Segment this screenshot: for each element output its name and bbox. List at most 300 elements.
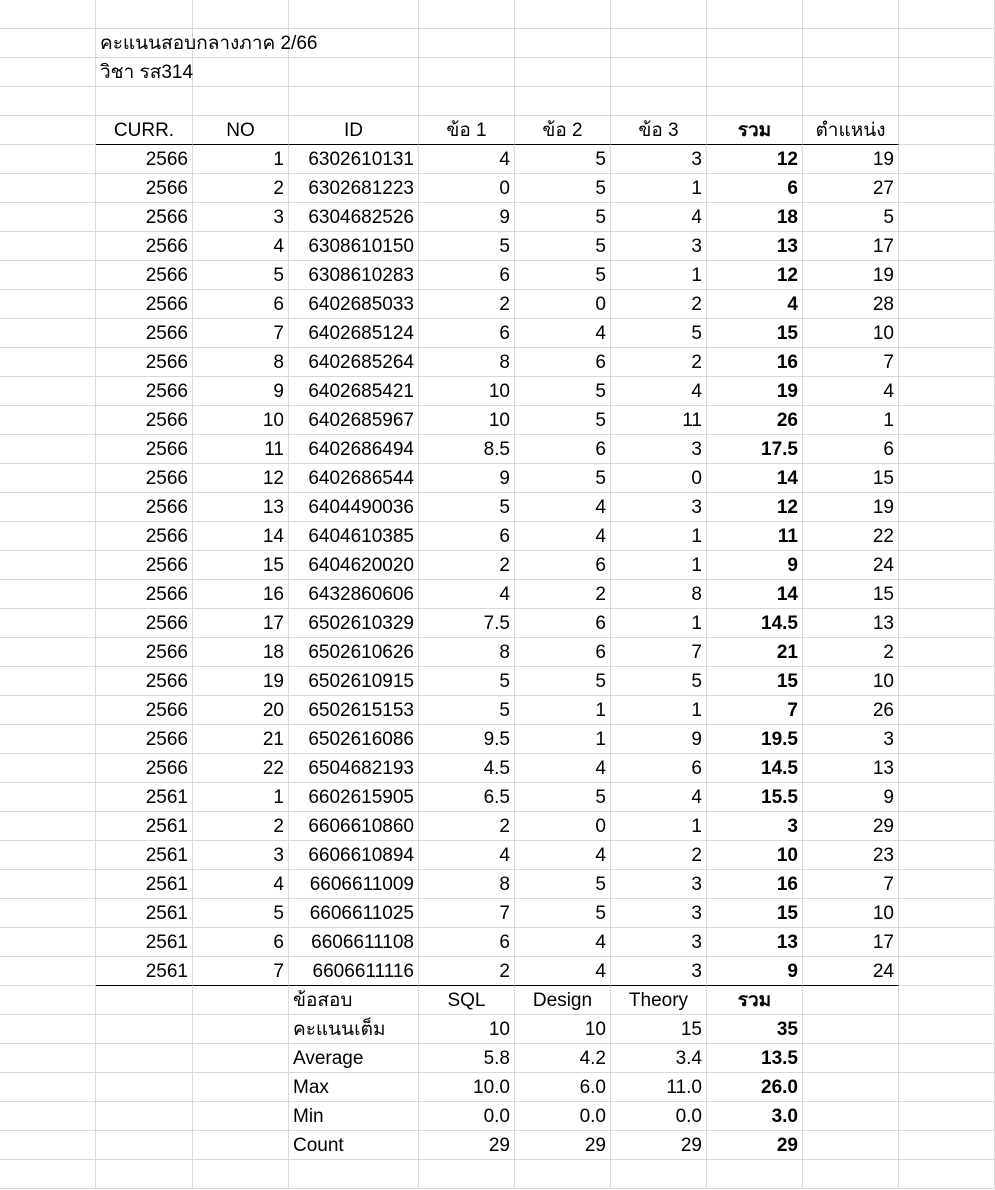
data-cell[interactable]: 6 — [515, 551, 611, 580]
data-cell[interactable]: 5 — [515, 145, 611, 174]
data-cell[interactable]: 7 — [193, 957, 289, 986]
data-cell[interactable]: 1 — [515, 725, 611, 754]
empty-cell[interactable] — [899, 87, 995, 116]
data-cell[interactable]: 4 — [419, 145, 515, 174]
data-cell[interactable]: 6304682526 — [289, 203, 419, 232]
data-cell[interactable]: 15 — [707, 319, 803, 348]
data-cell[interactable]: 6502610626 — [289, 638, 419, 667]
data-cell[interactable]: 6402685264 — [289, 348, 419, 377]
data-cell[interactable]: 17 — [803, 928, 899, 957]
empty-cell[interactable] — [899, 928, 995, 957]
data-cell[interactable]: 2561 — [96, 899, 193, 928]
data-cell[interactable]: 14 — [707, 464, 803, 493]
data-cell[interactable]: 6 — [515, 348, 611, 377]
data-cell[interactable]: 5 — [515, 377, 611, 406]
data-cell[interactable]: 6606610894 — [289, 841, 419, 870]
data-cell[interactable]: 5 — [515, 667, 611, 696]
data-cell[interactable]: 2566 — [96, 435, 193, 464]
empty-cell[interactable] — [899, 551, 995, 580]
column-header[interactable]: ID — [289, 116, 419, 145]
data-cell[interactable]: 2 — [611, 290, 707, 319]
empty-cell[interactable] — [0, 580, 96, 609]
summary-value[interactable]: 3.4 — [611, 1044, 707, 1073]
column-header[interactable]: ข้อ 3 — [611, 116, 707, 145]
empty-cell[interactable] — [515, 29, 611, 58]
data-cell[interactable]: 4 — [611, 203, 707, 232]
empty-cell[interactable] — [707, 29, 803, 58]
data-cell[interactable]: 3 — [193, 203, 289, 232]
empty-cell[interactable] — [0, 1044, 96, 1073]
empty-cell[interactable] — [899, 464, 995, 493]
empty-cell[interactable] — [0, 899, 96, 928]
data-cell[interactable]: 2566 — [96, 319, 193, 348]
data-cell[interactable]: 0 — [419, 174, 515, 203]
data-cell[interactable]: 1 — [611, 551, 707, 580]
empty-cell[interactable] — [193, 986, 289, 1015]
data-cell[interactable]: 2566 — [96, 377, 193, 406]
summary-value[interactable]: 0.0 — [515, 1102, 611, 1131]
summary-value[interactable]: 29 — [419, 1131, 515, 1160]
summary-label[interactable]: Max — [289, 1073, 419, 1102]
empty-cell[interactable] — [0, 725, 96, 754]
data-cell[interactable]: 4 — [515, 522, 611, 551]
summary-value[interactable]: 15 — [611, 1015, 707, 1044]
empty-cell[interactable] — [899, 290, 995, 319]
data-cell[interactable]: 1 — [611, 696, 707, 725]
data-cell[interactable]: 5 — [803, 203, 899, 232]
empty-cell[interactable] — [0, 696, 96, 725]
data-cell[interactable]: 4 — [515, 493, 611, 522]
data-cell[interactable]: 2566 — [96, 522, 193, 551]
summary-value[interactable]: 10 — [419, 1015, 515, 1044]
summary-value[interactable]: 13.5 — [707, 1044, 803, 1073]
data-cell[interactable]: 6404610385 — [289, 522, 419, 551]
data-cell[interactable]: 5 — [193, 261, 289, 290]
data-cell[interactable]: 4 — [419, 580, 515, 609]
data-cell[interactable]: 7 — [803, 348, 899, 377]
empty-cell[interactable] — [899, 638, 995, 667]
data-cell[interactable]: 6606611025 — [289, 899, 419, 928]
empty-cell[interactable] — [899, 58, 995, 87]
empty-cell[interactable] — [419, 87, 515, 116]
empty-cell[interactable] — [0, 754, 96, 783]
summary-header-cell[interactable]: ข้อสอบ — [289, 986, 419, 1015]
data-cell[interactable]: 3 — [611, 957, 707, 986]
data-cell[interactable]: 4 — [707, 290, 803, 319]
data-cell[interactable]: 6404620020 — [289, 551, 419, 580]
empty-cell[interactable] — [899, 116, 995, 145]
empty-cell[interactable] — [707, 87, 803, 116]
empty-cell[interactable] — [899, 783, 995, 812]
data-cell[interactable]: 6 — [419, 928, 515, 957]
empty-cell[interactable] — [193, 58, 289, 87]
data-cell[interactable]: 5 — [611, 667, 707, 696]
data-cell[interactable]: 6 — [803, 435, 899, 464]
data-cell[interactable]: 3 — [611, 232, 707, 261]
empty-cell[interactable] — [193, 1160, 289, 1189]
data-cell[interactable]: 9 — [419, 464, 515, 493]
empty-cell[interactable] — [0, 812, 96, 841]
data-cell[interactable]: 17 — [193, 609, 289, 638]
data-cell[interactable]: 0 — [611, 464, 707, 493]
data-cell[interactable]: 4 — [419, 841, 515, 870]
data-cell[interactable]: 2 — [515, 580, 611, 609]
empty-cell[interactable] — [0, 145, 96, 174]
data-cell[interactable]: 4 — [611, 783, 707, 812]
data-cell[interactable]: 2566 — [96, 290, 193, 319]
empty-cell[interactable] — [0, 261, 96, 290]
data-cell[interactable]: 6402686544 — [289, 464, 419, 493]
data-cell[interactable]: 5 — [515, 870, 611, 899]
data-cell[interactable]: 1 — [611, 609, 707, 638]
data-cell[interactable]: 28 — [803, 290, 899, 319]
empty-cell[interactable] — [899, 841, 995, 870]
data-cell[interactable]: 6402686494 — [289, 435, 419, 464]
data-cell[interactable]: 15 — [707, 667, 803, 696]
empty-cell[interactable] — [611, 58, 707, 87]
empty-cell[interactable] — [0, 29, 96, 58]
data-cell[interactable]: 6308610150 — [289, 232, 419, 261]
data-cell[interactable]: 3 — [193, 841, 289, 870]
data-cell[interactable]: 6606610860 — [289, 812, 419, 841]
data-cell[interactable]: 1 — [193, 783, 289, 812]
data-cell[interactable]: 2566 — [96, 203, 193, 232]
data-cell[interactable]: 14 — [707, 580, 803, 609]
data-cell[interactable]: 6 — [419, 522, 515, 551]
data-cell[interactable]: 16 — [707, 348, 803, 377]
empty-cell[interactable] — [96, 1015, 193, 1044]
empty-cell[interactable] — [0, 319, 96, 348]
data-cell[interactable]: 22 — [803, 522, 899, 551]
data-cell[interactable]: 6 — [419, 261, 515, 290]
empty-cell[interactable] — [0, 290, 96, 319]
empty-cell[interactable] — [0, 406, 96, 435]
data-cell[interactable]: 6302610131 — [289, 145, 419, 174]
data-cell[interactable]: 6 — [193, 290, 289, 319]
empty-cell[interactable] — [289, 1160, 419, 1189]
data-cell[interactable]: 8 — [419, 870, 515, 899]
column-header[interactable]: รวม — [707, 116, 803, 145]
data-cell[interactable]: 2566 — [96, 638, 193, 667]
data-cell[interactable]: 23 — [803, 841, 899, 870]
empty-cell[interactable] — [193, 1015, 289, 1044]
data-cell[interactable]: 3 — [611, 493, 707, 522]
summary-label[interactable]: Average — [289, 1044, 419, 1073]
data-cell[interactable]: 10 — [419, 406, 515, 435]
data-cell[interactable]: 4 — [515, 754, 611, 783]
empty-cell[interactable] — [803, 1102, 899, 1131]
data-cell[interactable]: 6.5 — [419, 783, 515, 812]
empty-cell[interactable] — [0, 58, 96, 87]
data-cell[interactable]: 11 — [611, 406, 707, 435]
data-cell[interactable]: 2561 — [96, 870, 193, 899]
data-cell[interactable]: 6606611108 — [289, 928, 419, 957]
empty-cell[interactable] — [96, 1044, 193, 1073]
empty-cell[interactable] — [707, 0, 803, 29]
empty-cell[interactable] — [899, 1131, 995, 1160]
empty-cell[interactable] — [0, 841, 96, 870]
data-cell[interactable]: 5 — [515, 232, 611, 261]
data-cell[interactable]: 0 — [515, 812, 611, 841]
data-cell[interactable]: 3 — [611, 899, 707, 928]
data-cell[interactable]: 6 — [515, 609, 611, 638]
data-cell[interactable]: 12 — [707, 145, 803, 174]
empty-cell[interactable] — [193, 1044, 289, 1073]
data-cell[interactable]: 7 — [193, 319, 289, 348]
empty-cell[interactable] — [0, 957, 96, 986]
empty-cell[interactable] — [611, 1160, 707, 1189]
empty-cell[interactable] — [0, 1131, 96, 1160]
empty-cell[interactable] — [611, 0, 707, 29]
empty-cell[interactable] — [289, 0, 419, 29]
empty-cell[interactable] — [899, 203, 995, 232]
empty-cell[interactable] — [803, 87, 899, 116]
data-cell[interactable]: 19 — [193, 667, 289, 696]
data-cell[interactable]: 2 — [193, 812, 289, 841]
column-header[interactable]: ข้อ 2 — [515, 116, 611, 145]
data-cell[interactable]: 2566 — [96, 348, 193, 377]
empty-cell[interactable] — [899, 261, 995, 290]
data-cell[interactable]: 27 — [803, 174, 899, 203]
empty-cell[interactable] — [899, 145, 995, 174]
summary-header-cell[interactable]: รวม — [707, 986, 803, 1015]
summary-value[interactable]: 29 — [707, 1131, 803, 1160]
column-header[interactable]: ข้อ 1 — [419, 116, 515, 145]
empty-cell[interactable] — [899, 870, 995, 899]
empty-cell[interactable] — [0, 116, 96, 145]
column-header[interactable]: CURR. — [96, 116, 193, 145]
empty-cell[interactable] — [289, 58, 419, 87]
data-cell[interactable]: 2 — [611, 841, 707, 870]
empty-cell[interactable] — [0, 522, 96, 551]
summary-value[interactable]: 29 — [611, 1131, 707, 1160]
empty-cell[interactable] — [899, 319, 995, 348]
empty-cell[interactable] — [803, 58, 899, 87]
data-cell[interactable]: 17.5 — [707, 435, 803, 464]
data-cell[interactable]: 7 — [803, 870, 899, 899]
empty-cell[interactable] — [0, 87, 96, 116]
data-cell[interactable]: 26 — [803, 696, 899, 725]
data-cell[interactable]: 3 — [707, 812, 803, 841]
data-cell[interactable]: 2566 — [96, 725, 193, 754]
data-cell[interactable]: 6 — [193, 928, 289, 957]
empty-cell[interactable] — [515, 0, 611, 29]
data-cell[interactable]: 11 — [193, 435, 289, 464]
data-cell[interactable]: 2566 — [96, 667, 193, 696]
data-cell[interactable]: 4 — [803, 377, 899, 406]
summary-header-cell[interactable]: Design — [515, 986, 611, 1015]
data-cell[interactable]: 10 — [803, 319, 899, 348]
empty-cell[interactable] — [96, 0, 193, 29]
empty-cell[interactable] — [515, 1160, 611, 1189]
empty-cell[interactable] — [0, 638, 96, 667]
data-cell[interactable]: 13 — [803, 609, 899, 638]
data-cell[interactable]: 6602615905 — [289, 783, 419, 812]
data-cell[interactable]: 6 — [419, 319, 515, 348]
data-cell[interactable]: 8 — [419, 638, 515, 667]
empty-cell[interactable] — [899, 754, 995, 783]
data-cell[interactable]: 2561 — [96, 841, 193, 870]
empty-cell[interactable] — [899, 957, 995, 986]
data-cell[interactable]: 2 — [419, 290, 515, 319]
summary-label[interactable]: Min — [289, 1102, 419, 1131]
data-cell[interactable]: 5 — [611, 319, 707, 348]
empty-cell[interactable] — [899, 29, 995, 58]
empty-cell[interactable] — [803, 1160, 899, 1189]
data-cell[interactable]: 29 — [803, 812, 899, 841]
data-cell[interactable]: 15 — [803, 580, 899, 609]
data-cell[interactable]: 5 — [419, 232, 515, 261]
summary-value[interactable]: 6.0 — [515, 1073, 611, 1102]
data-cell[interactable]: 13 — [707, 928, 803, 957]
data-cell[interactable]: 3 — [611, 870, 707, 899]
data-cell[interactable]: 6402685421 — [289, 377, 419, 406]
empty-cell[interactable] — [515, 87, 611, 116]
data-cell[interactable]: 7.5 — [419, 609, 515, 638]
empty-cell[interactable] — [419, 0, 515, 29]
data-cell[interactable]: 1 — [611, 261, 707, 290]
empty-cell[interactable] — [289, 87, 419, 116]
data-cell[interactable]: 4 — [193, 870, 289, 899]
empty-cell[interactable] — [899, 493, 995, 522]
empty-cell[interactable] — [515, 58, 611, 87]
empty-cell[interactable] — [0, 464, 96, 493]
data-cell[interactable]: 1 — [515, 696, 611, 725]
data-cell[interactable]: 9 — [419, 203, 515, 232]
data-cell[interactable]: 15.5 — [707, 783, 803, 812]
data-cell[interactable]: 18 — [707, 203, 803, 232]
data-cell[interactable]: 9.5 — [419, 725, 515, 754]
data-cell[interactable]: 10 — [707, 841, 803, 870]
summary-label[interactable]: Count — [289, 1131, 419, 1160]
empty-cell[interactable] — [899, 522, 995, 551]
data-cell[interactable]: 6308610283 — [289, 261, 419, 290]
data-cell[interactable]: 9 — [803, 783, 899, 812]
empty-cell[interactable] — [96, 1102, 193, 1131]
empty-cell[interactable] — [803, 1015, 899, 1044]
summary-header-cell[interactable]: SQL — [419, 986, 515, 1015]
data-cell[interactable]: 15 — [803, 464, 899, 493]
empty-cell[interactable] — [193, 87, 289, 116]
data-cell[interactable]: 6432860606 — [289, 580, 419, 609]
data-cell[interactable]: 8 — [419, 348, 515, 377]
data-cell[interactable]: 18 — [193, 638, 289, 667]
empty-cell[interactable] — [0, 493, 96, 522]
empty-cell[interactable] — [0, 1102, 96, 1131]
empty-cell[interactable] — [96, 1131, 193, 1160]
data-cell[interactable]: 2 — [419, 551, 515, 580]
empty-cell[interactable] — [899, 1044, 995, 1073]
data-cell[interactable]: 15 — [707, 899, 803, 928]
empty-cell[interactable] — [0, 435, 96, 464]
empty-cell[interactable] — [419, 1160, 515, 1189]
data-cell[interactable]: 13 — [803, 754, 899, 783]
data-cell[interactable]: 21 — [707, 638, 803, 667]
data-cell[interactable]: 15 — [193, 551, 289, 580]
data-cell[interactable]: 5 — [515, 464, 611, 493]
data-cell[interactable]: 8 — [611, 580, 707, 609]
data-cell[interactable]: 5 — [515, 203, 611, 232]
empty-cell[interactable] — [419, 29, 515, 58]
data-cell[interactable]: 19 — [803, 493, 899, 522]
empty-cell[interactable] — [0, 1160, 96, 1189]
data-cell[interactable]: 11 — [707, 522, 803, 551]
summary-value[interactable]: 3.0 — [707, 1102, 803, 1131]
data-cell[interactable]: 6502616086 — [289, 725, 419, 754]
empty-cell[interactable] — [0, 0, 96, 29]
empty-cell[interactable] — [899, 406, 995, 435]
empty-cell[interactable] — [899, 1015, 995, 1044]
data-cell[interactable]: 6 — [611, 754, 707, 783]
data-cell[interactable]: 2566 — [96, 609, 193, 638]
data-cell[interactable]: 3 — [611, 145, 707, 174]
data-cell[interactable]: 19.5 — [707, 725, 803, 754]
data-cell[interactable]: 14.5 — [707, 609, 803, 638]
column-header[interactable]: NO — [193, 116, 289, 145]
empty-cell[interactable] — [899, 1160, 995, 1189]
data-cell[interactable]: 6 — [707, 174, 803, 203]
summary-header-cell[interactable]: Theory — [611, 986, 707, 1015]
empty-cell[interactable] — [193, 1073, 289, 1102]
data-cell[interactable]: 4 — [611, 377, 707, 406]
data-cell[interactable]: 5 — [515, 174, 611, 203]
empty-cell[interactable] — [0, 609, 96, 638]
data-cell[interactable]: 13 — [707, 232, 803, 261]
data-cell[interactable]: 6502615153 — [289, 696, 419, 725]
summary-value[interactable]: 0.0 — [419, 1102, 515, 1131]
empty-cell[interactable] — [803, 0, 899, 29]
empty-cell[interactable] — [899, 580, 995, 609]
data-cell[interactable]: 24 — [803, 551, 899, 580]
data-cell[interactable]: 1 — [611, 522, 707, 551]
data-cell[interactable]: 2566 — [96, 232, 193, 261]
summary-label[interactable]: คะแนนเต็ม — [289, 1015, 419, 1044]
empty-cell[interactable] — [899, 696, 995, 725]
empty-cell[interactable] — [0, 1073, 96, 1102]
summary-value[interactable]: 10.0 — [419, 1073, 515, 1102]
data-cell[interactable]: 2561 — [96, 957, 193, 986]
summary-value[interactable]: 29 — [515, 1131, 611, 1160]
data-cell[interactable]: 2561 — [96, 783, 193, 812]
empty-cell[interactable] — [96, 1073, 193, 1102]
data-cell[interactable]: 24 — [803, 957, 899, 986]
empty-cell[interactable] — [899, 174, 995, 203]
data-cell[interactable]: 5 — [419, 493, 515, 522]
data-cell[interactable]: 10 — [803, 667, 899, 696]
summary-value[interactable]: 10 — [515, 1015, 611, 1044]
data-cell[interactable]: 5 — [419, 696, 515, 725]
data-cell[interactable]: 1 — [193, 145, 289, 174]
empty-cell[interactable] — [803, 1131, 899, 1160]
data-cell[interactable]: 12 — [707, 261, 803, 290]
summary-value[interactable]: 35 — [707, 1015, 803, 1044]
empty-cell[interactable] — [0, 551, 96, 580]
data-cell[interactable]: 2566 — [96, 551, 193, 580]
data-cell[interactable]: 12 — [707, 493, 803, 522]
data-cell[interactable]: 8.5 — [419, 435, 515, 464]
empty-cell[interactable] — [707, 1160, 803, 1189]
data-cell[interactable]: 6402685967 — [289, 406, 419, 435]
empty-cell[interactable] — [0, 667, 96, 696]
data-cell[interactable]: 6302681223 — [289, 174, 419, 203]
empty-cell[interactable] — [611, 29, 707, 58]
summary-value[interactable]: 5.8 — [419, 1044, 515, 1073]
summary-value[interactable]: 26.0 — [707, 1073, 803, 1102]
data-cell[interactable]: 9 — [707, 551, 803, 580]
data-cell[interactable]: 10 — [803, 899, 899, 928]
empty-cell[interactable] — [193, 1102, 289, 1131]
data-cell[interactable]: 5 — [515, 261, 611, 290]
